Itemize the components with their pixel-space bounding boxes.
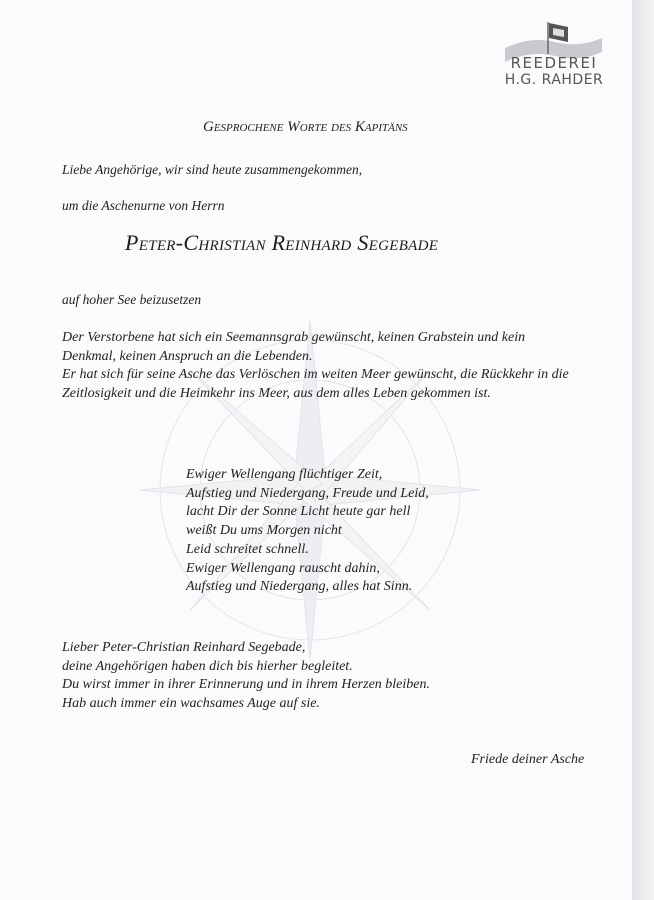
- intro: um die Aschenurne von Herrn: [62, 198, 225, 213]
- deceased-name: Peter-Christian Reinhard Segebade: [125, 230, 439, 255]
- poem: [186, 466, 429, 597]
- poem-line: Ewiger Wellengang flüchtiger Zeit,: [186, 467, 383, 482]
- closing: Friede deiner Asche: [471, 752, 585, 767]
- poem-line: Aufstieg und Niedergang, alles hat Sinn.: [186, 579, 413, 595]
- logo-line-1: REEDEREI: [510, 54, 598, 72]
- logo-line-2: H.G. RAHDER: [504, 72, 604, 88]
- purpose: auf hoher See beizusetzen: [62, 292, 202, 307]
- paragraph-line: Der Verstorbene hat sich ein Seemannsgrab gewünscht, keinen Grabstein und kein: [62, 330, 526, 345]
- page-edge: [632, 0, 654, 900]
- farewell-line: deine Angehörigen haben dich bis hierher begleitet.: [62, 658, 353, 674]
- greeting: Liebe Angehörige, wir sind heute zusammengekommen,: [62, 162, 363, 177]
- farewell-line: Hab auch immer ein wachsames Auge auf sie.: [62, 695, 320, 711]
- farewell-line: Du wirst immer in ihrer Erinnerung und in ihrem Herzen bleiben.: [62, 677, 430, 692]
- paragraph-line: Zeitlosigkeit und die Heimkehr ins Meer, aus dem alles Leben gekommen ist.: [62, 385, 491, 401]
- farewell: [62, 639, 430, 713]
- paragraph: [62, 329, 569, 403]
- document-title: Gesprochene Worte des Kapitäns: [203, 119, 408, 135]
- poem-line: Aufstieg und Niedergang, Freude und Leid,: [186, 485, 429, 501]
- paragraph-line: Er hat sich für seine Asche das Verlöschen im weiten Meer gewünscht, die Rückkehr in die: [62, 367, 569, 382]
- poem-line: weißt Du ums Morgen nicht: [186, 523, 342, 539]
- poem-line: Leid schreitet schnell.: [186, 541, 309, 557]
- poem-line: lacht Dir der Sonne Licht heute gar hell: [186, 504, 411, 520]
- poem-line: Ewiger Wellengang rauscht dahin,: [186, 560, 380, 576]
- farewell-line: Lieber Peter-Christian Reinhard Segebade,: [62, 640, 306, 655]
- paragraph-line: Denkmal, keinen Anspruch an die Lebenden.: [62, 348, 313, 364]
